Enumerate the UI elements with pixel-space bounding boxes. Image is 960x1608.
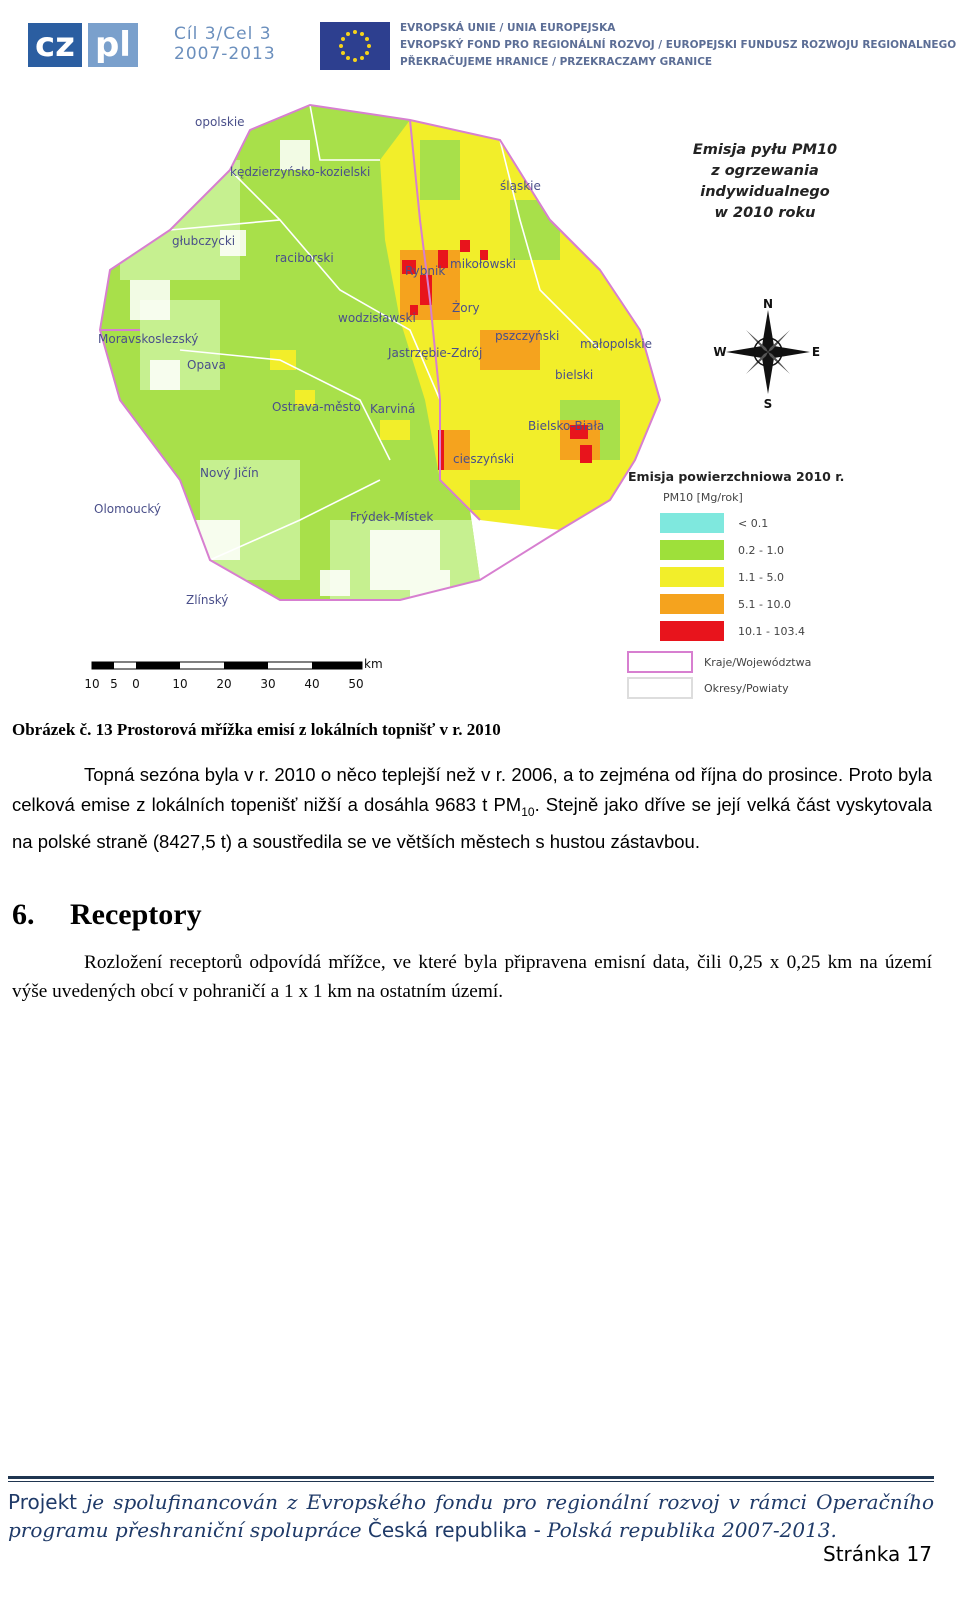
legend-item-4	[660, 621, 805, 641]
scale-tick-5: 30	[260, 677, 276, 691]
scale-tick-3: 10	[172, 677, 188, 691]
legend-boundary-1	[628, 678, 789, 698]
legend-item-3	[660, 594, 791, 614]
legend-unit: PM10 [Mg/rok]	[663, 491, 743, 504]
map-label-12: Opava	[187, 358, 226, 372]
legend-label-1: 0.2 - 1.0	[738, 544, 784, 557]
map-label-6: mikołowski	[450, 257, 516, 271]
legend-boundary-swatch-0	[628, 652, 692, 672]
scale-tick-1: 5	[110, 677, 118, 691]
legend-label-4: 10.1 - 103.4	[738, 625, 805, 638]
emission-map	[80, 100, 860, 700]
compass-e: E	[811, 345, 821, 359]
eu-line-1: EVROPSKÁ UNIE / UNIA EUROPEJSKA	[400, 22, 616, 34]
scale-bar	[84, 657, 382, 691]
map-label-14: bielski	[555, 368, 594, 382]
eu-text-block	[400, 20, 956, 71]
footer-project-note	[8, 1488, 934, 1544]
legend-label-0: < 0.1	[738, 517, 769, 530]
czpl-logo	[28, 22, 138, 68]
map-title-line-3: indywidualnego	[700, 184, 830, 200]
footer-ceska: Česká republika	[367, 1518, 528, 1542]
section-number: 6.	[12, 898, 35, 931]
legend-swatch-4	[660, 621, 724, 641]
footer-dash: -	[533, 1518, 541, 1542]
map-label-5: Rybnik	[405, 264, 446, 278]
compass-s: S	[763, 397, 773, 411]
map-label-22: Zlínský	[186, 593, 229, 607]
map-label-17: Bielsko-Biała	[528, 419, 605, 433]
page-number: Stránka 17	[823, 1542, 932, 1566]
paragraph-receptors	[12, 948, 932, 1006]
map-label-11: małopolskie	[580, 337, 653, 351]
map-title-line-2: z ogrzewania	[711, 163, 819, 179]
map-label-8: wodzisławski	[338, 311, 416, 325]
paragraph-1-text-b: . Stejně jako dříve se její velká část vyskytovala na polské straně (8427,5 t) a soustředila se ve větších městech s hustou zástavbou.	[12, 794, 933, 852]
footer-italic-b: Polská republika 2007-2013.	[547, 1518, 837, 1542]
map-title-line-4: w 2010 roku	[714, 205, 816, 221]
map-label-4: raciborski	[275, 251, 334, 265]
legend-swatch-0	[660, 513, 724, 533]
section-heading	[12, 898, 202, 932]
legend-swatch-1	[660, 540, 724, 560]
map-title-line-1: Emisja pyłu PM10	[692, 142, 838, 158]
figure-caption: Obrázek č. 13 Prostorová mřížka emisí z lokálních topnišť v r. 2010	[12, 720, 501, 739]
eu-line-3: PŘEKRAČUJEME HRANICE / PRZEKRACZAMY GRANICE	[400, 56, 713, 68]
map-label-0: opolskie	[195, 115, 245, 129]
map-label-19: Nový Jičín	[200, 466, 259, 480]
legend-item-1	[660, 540, 784, 560]
eu-flag-icon	[320, 22, 390, 70]
document-header	[28, 18, 957, 78]
paragraph-heating-season	[12, 760, 932, 857]
map-label-13: Jastrzębie-Zdrój	[388, 346, 483, 360]
scale-tick-0: 10	[84, 677, 100, 691]
legend-swatch-2	[660, 567, 724, 587]
footer-rule-thin	[8, 1481, 934, 1482]
legend-label-3: 5.1 - 10.0	[738, 598, 791, 611]
map-label-3: głubczycki	[172, 234, 236, 248]
map-title	[693, 142, 837, 221]
compass-w: W	[713, 345, 727, 359]
legend-swatch-3	[660, 594, 724, 614]
map-label-2: śląskie	[500, 179, 541, 193]
map-label-16: Karviná	[370, 402, 416, 416]
map-label-18: cieszyński	[453, 452, 515, 466]
emission-map-figure	[80, 100, 860, 700]
map-label-7: Żory	[452, 301, 480, 315]
footer-rule-thick	[8, 1476, 934, 1479]
legend-boundary-label-0: Kraje/Województwa	[704, 656, 812, 669]
map-label-10: Moravskoslezský	[98, 332, 199, 346]
legend-boundary-label-1: Okresy/Powiaty	[704, 682, 789, 695]
legend-item-0	[660, 513, 768, 533]
section-title: Receptory	[70, 898, 202, 931]
map-legend	[628, 469, 844, 698]
compass-rose-icon	[713, 297, 820, 411]
map-label-15: Ostrava-město	[272, 400, 361, 414]
map-label-9: pszczyński	[495, 329, 560, 343]
scale-unit: km	[364, 657, 383, 671]
scale-tick-6: 40	[304, 677, 320, 691]
legend-label-2: 1.1 - 5.0	[738, 571, 784, 584]
eu-line-2: EVROPSKÝ FOND PRO REGIONÁLNÍ ROZVOJ / EUROPEJSKI FUNDUSZ ROZWOJU REGIONALNEGO	[400, 39, 957, 51]
scale-tick-2: 0	[132, 677, 140, 691]
map-label-21: Frýdek-Místek	[350, 510, 434, 524]
legend-boundary-0	[628, 652, 811, 672]
program-years: 2007-2013	[174, 44, 276, 64]
program-name: Cíl 3/Cel 3	[174, 24, 272, 44]
pm-subscript: 10	[521, 804, 535, 819]
map-label-20: Olomoucký	[94, 502, 161, 516]
legend-boundary-swatch-1	[628, 678, 692, 698]
paragraph-2-text: Rozložení receptorů odpovídá mřížce, ve které byla připravena emisní data, čili 0,25 x 0,25 km na území výše uvedených obcí v pohraničí a 1 x 1 km na ostatním území.	[12, 952, 932, 1002]
compass-n: N	[762, 297, 774, 311]
footer-italic-a: je spolufinancován z Evropského fondu pro regionální rozvoj v rámci Operačního programu přeshraniční spolupráce	[8, 1490, 935, 1542]
logo-pl: pl	[88, 23, 138, 67]
map-label-1: kędzierzyńsko-kozielski	[230, 165, 371, 179]
legend-title: Emisja powierzchniowa 2010 r.	[628, 469, 845, 484]
scale-tick-4: 20	[216, 677, 232, 691]
paragraph-1-text-a: Topná sezóna byla v r. 2010 o něco teplejší než v r. 2006, a to zejména od října do prosince. Proto byla celková emise z lokálních topenišť nižší a dosáhla 9683 t PM	[12, 764, 932, 815]
footer-projekt: Projekt	[8, 1490, 78, 1514]
program-label	[174, 24, 276, 64]
scale-tick-7: 50	[348, 677, 364, 691]
logo-cz: cz	[28, 23, 82, 67]
legend-item-2	[660, 567, 784, 587]
